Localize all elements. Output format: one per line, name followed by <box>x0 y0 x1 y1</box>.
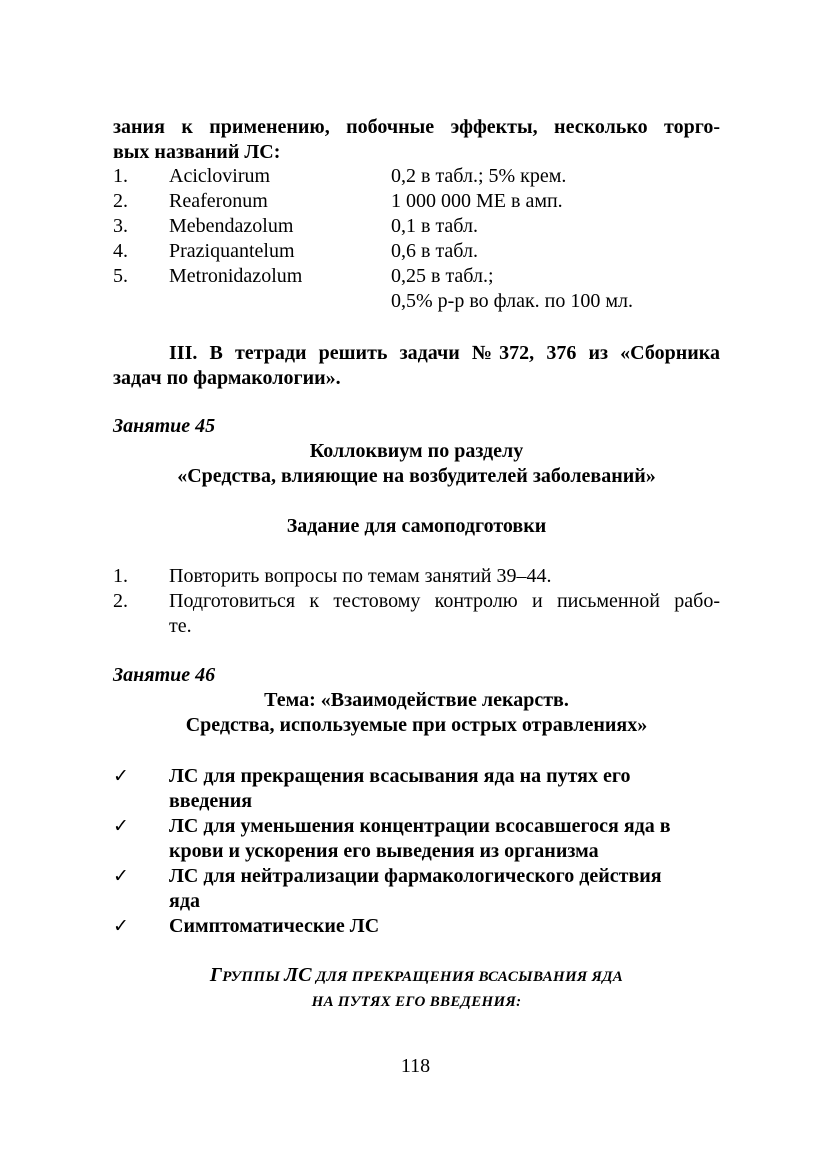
checkmark-icon: ✓ <box>113 865 129 887</box>
lesson-45-title-2: «Средства, влияющие на возбудителей заболеваний» <box>177 465 656 487</box>
drug-number: 3. <box>113 215 128 237</box>
drug-name: Praziquantelum <box>169 240 295 262</box>
heading-text: НА ПУТЯХ ЕГО ВВЕДЕНИЯ: <box>311 994 522 1010</box>
check-item-line-2: крови и ускорения его выведения из организма <box>169 840 599 862</box>
task-3-line-2: задач по фармакологии». <box>113 367 341 389</box>
groups-heading-line-2 <box>113 988 720 1015</box>
drug-number: 2. <box>113 190 128 212</box>
check-item <box>113 914 720 939</box>
drug-name: Aciclovirum <box>169 165 271 187</box>
check-item-line-1: ЛС для прекращения всасывания яда на путях его <box>169 765 631 787</box>
lesson-45-subtitle: Задание для самоподготовки <box>286 515 547 537</box>
drug-dose: 0,1 в табл. <box>391 215 478 237</box>
drug-name: Metronidazolum <box>169 265 303 287</box>
check-item <box>113 764 720 789</box>
check-item-continuation <box>113 839 720 864</box>
task-text-line-2: те. <box>169 615 192 637</box>
drug-number: 4. <box>113 240 128 262</box>
lesson-45-title-1: Коллоквиум по разделу <box>309 440 524 462</box>
task-3-line-1: III. В тетради решить задачи №372, 376 из «Сборника <box>169 342 720 364</box>
drug-dose: 0,2 в табл.; 5% крем. <box>391 165 567 187</box>
checkmark-icon: ✓ <box>113 765 129 787</box>
task-item <box>113 589 720 614</box>
drug-row <box>113 239 720 264</box>
drug-row <box>113 214 720 239</box>
groups-heading-line-1 <box>113 963 720 990</box>
check-item <box>113 864 720 889</box>
heading-initial-cap: Г <box>209 964 223 986</box>
task-item-continuation <box>113 614 720 639</box>
heading-text: ДЛЯ ПРЕКРАЩЕНИЯ ВСАСЫВАНИЯ ЯДА <box>311 969 624 985</box>
checkmark-icon: ✓ <box>113 915 129 937</box>
check-item-continuation <box>113 889 720 914</box>
drug-number: 1. <box>113 165 128 187</box>
lesson-45-label: Занятие 45 <box>113 415 216 437</box>
task-number: 2. <box>113 590 128 612</box>
check-item-line-1: ЛС для уменьшения концентрации всосавшегося яда в <box>169 815 671 837</box>
drug-number: 5. <box>113 265 128 287</box>
task-text: Повторить вопросы по темам занятий 39–44. <box>169 565 552 587</box>
drug-row <box>113 164 720 189</box>
drug-row <box>113 189 720 214</box>
drug-dose: 1 000 000 МЕ в амп. <box>391 190 563 212</box>
drug-dose-extra: 0,5% р-р во флак. по 100 мл. <box>391 290 634 312</box>
intro-line-2: вых названий ЛС: <box>113 141 281 163</box>
check-item <box>113 814 720 839</box>
task-text-line-1: Подготовиться к тестовому контролю и письменной рабо- <box>169 590 720 612</box>
heading-text: РУППЫ <box>222 969 285 985</box>
checkmark-icon: ✓ <box>113 815 129 837</box>
task-item <box>113 564 720 589</box>
task-number: 1. <box>113 565 128 587</box>
check-item-line-2: введения <box>169 790 253 812</box>
drug-dose: 0,25 в табл.; <box>391 265 494 287</box>
drug-name: Reaferonum <box>169 190 268 212</box>
drug-dose: 0,6 в табл. <box>391 240 478 262</box>
page-number: 118 <box>400 1055 431 1077</box>
check-item-line-1: Симптоматические ЛС <box>169 915 380 937</box>
check-item-line-1: ЛС для нейтрализации фармакологического действия <box>169 865 662 887</box>
lesson-46-title-1: Тема: «Взаимодействие лекарств. <box>264 689 569 711</box>
drug-name: Mebendazolum <box>169 215 294 237</box>
intro-line-1: зания к применению, побочные эффекты, несколько торго- <box>113 116 720 138</box>
drug-row-continuation <box>113 289 720 314</box>
check-item-continuation <box>113 789 720 814</box>
heading-ls: ЛС <box>284 964 312 986</box>
drug-row <box>113 264 720 289</box>
lesson-46-label: Занятие 46 <box>113 664 216 686</box>
lesson-46-title-2: Средства, используемые при острых отравлениях» <box>185 714 648 736</box>
check-item-line-2: яда <box>169 890 200 912</box>
